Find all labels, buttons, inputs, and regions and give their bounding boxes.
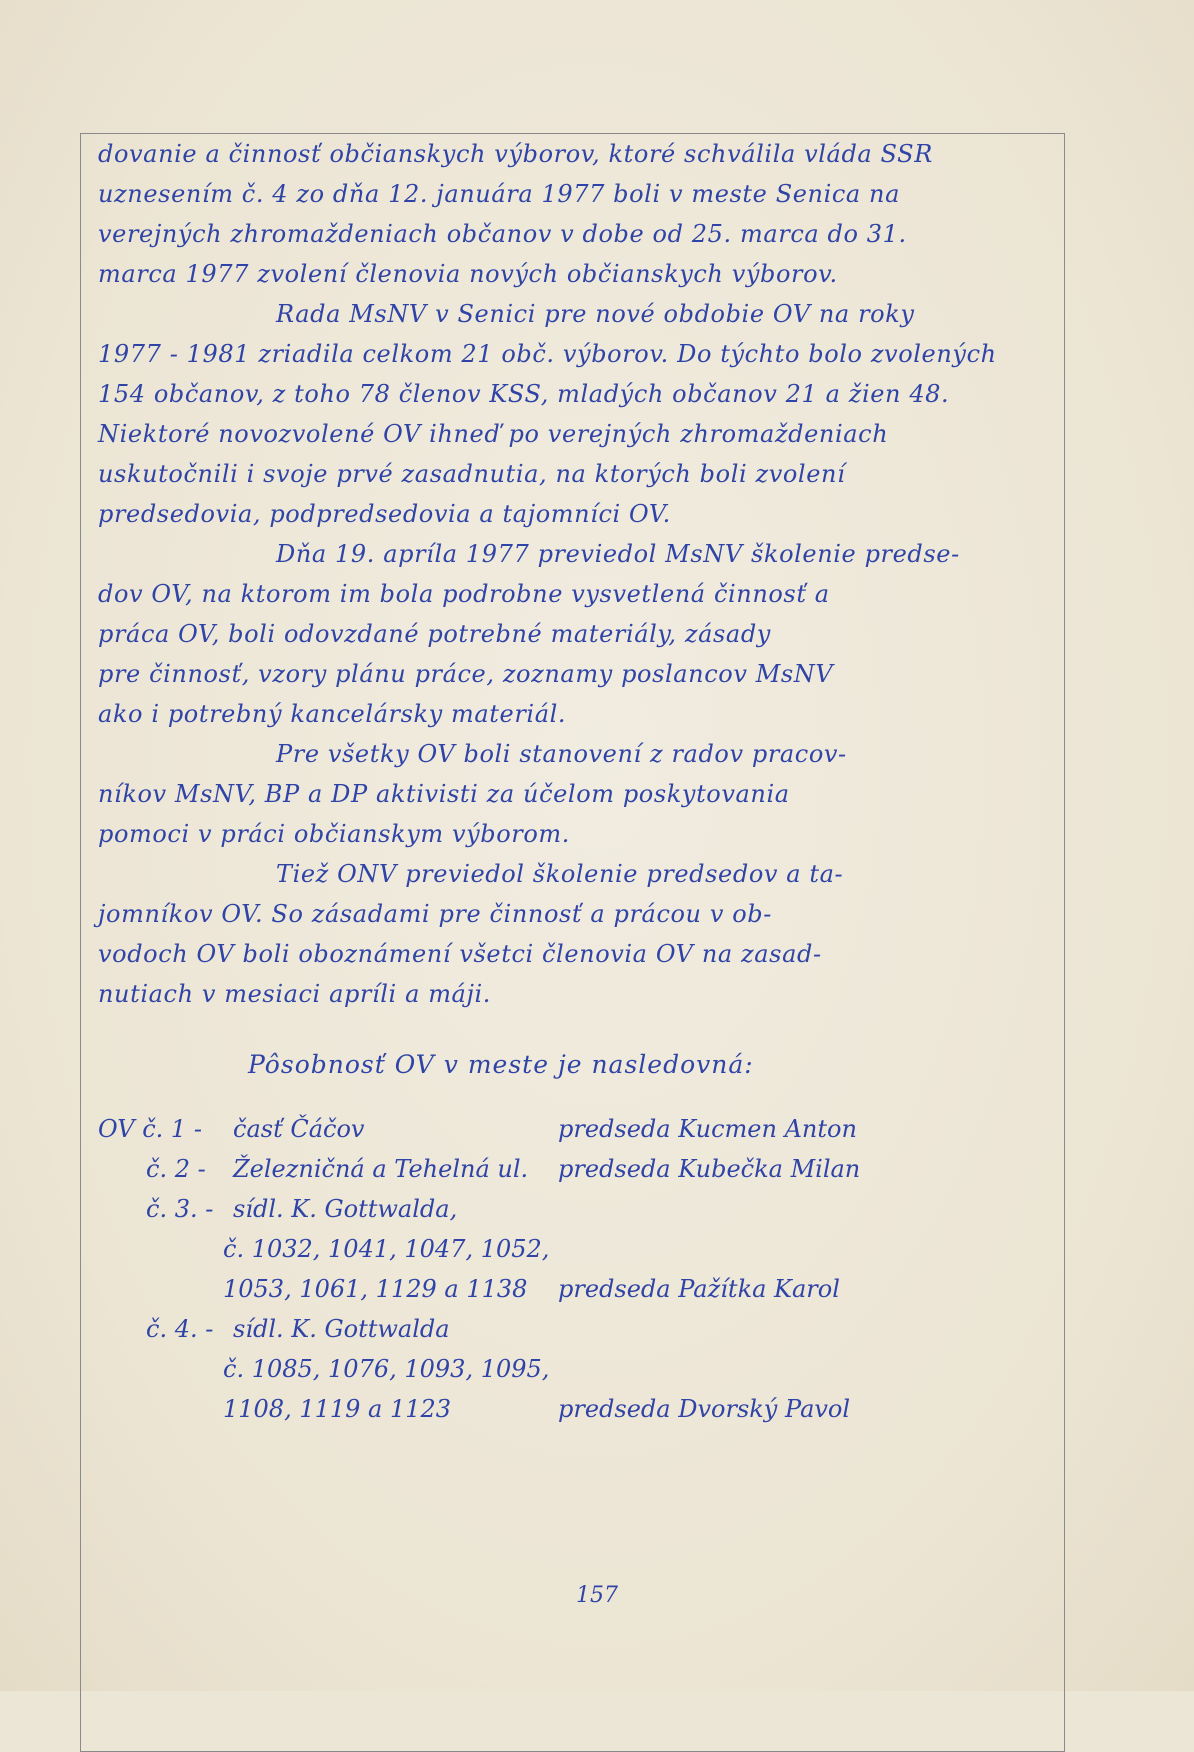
text-line: predsedovia, podpredsedovia a tajomníci OV. [98, 500, 671, 528]
committee-chair: predseda Kubečka Milan [558, 1155, 861, 1183]
committee-area: časť Čáčov [233, 1115, 365, 1143]
committee-area: sídl. K. Gottwalda [233, 1315, 450, 1343]
text-line: uskutočnili i svoje prvé zasadnutia, na ktorých boli zvolení [98, 460, 846, 488]
text-line: verejných zhromaždeniach občanov v dobe od 25. marca do 31. [98, 220, 907, 248]
text-line: jomníkov OV. So zásadami pre činnosť a prácou v ob- [98, 900, 772, 928]
committee-chair: predseda Dvorský Pavol [558, 1395, 851, 1423]
text-line: uznesením č. 4 zo dňa 12. januára 1977 boli v meste Senica na [98, 180, 901, 208]
committee-chair: predseda Kucmen Anton [558, 1115, 857, 1143]
committee-area: sídl. K. Gottwalda, [233, 1195, 458, 1223]
committee-area-line2: č. 1032, 1041, 1047, 1052, [223, 1235, 550, 1263]
text-line: vodoch OV boli oboznámení všetci členovia OV na zasad- [98, 940, 822, 968]
committee-chair: predseda Pažítka Karol [558, 1275, 840, 1303]
text-line: marca 1977 zvolení členovia nových občianskych výborov. [98, 260, 838, 288]
text-line: 154 občanov, z toho 78 členov KSS, mladých občanov 21 a žien 48. [98, 380, 950, 408]
committee-label: č. 2 - [146, 1155, 206, 1183]
text-line: práca OV, boli odovzdané potrebné materiály, zásady [98, 620, 771, 648]
committee-area-line3: 1053, 1061, 1129 a 1138 [223, 1275, 528, 1303]
text-line: Tiež ONV previedol školenie predsedov a ta- [276, 860, 844, 888]
section-heading: Pôsobnosť OV v meste je nasledovná: [248, 1050, 754, 1079]
committee-area-line3: 1108, 1119 a 1123 [223, 1395, 452, 1423]
text-line: dov OV, na ktorom im bola podrobne vysvetlená činnosť a [98, 580, 830, 608]
text-line: ako i potrebný kancelársky materiál. [98, 700, 567, 728]
committee-label: č. 4. - [146, 1315, 214, 1343]
committee-area: Železničná a Tehelná ul. [233, 1155, 529, 1183]
text-line: níkov MsNV, BP a DP aktivisti za účelom poskytovania [98, 780, 790, 808]
text-line: 1977 - 1981 zriadila celkom 21 obč. výborov. Do týchto bolo zvolených [98, 340, 997, 368]
text-line: pomoci v práci občianskym výborom. [98, 820, 570, 848]
text-line: pre činnosť, vzory plánu práce, zoznamy poslancov MsNV [98, 660, 834, 688]
committee-area-line2: č. 1085, 1076, 1093, 1095, [223, 1355, 550, 1383]
text-line: dovanie a činnosť občianskych výborov, ktoré schválila vláda SSR [98, 140, 933, 168]
text-line: Dňa 19. apríla 1977 previedol MsNV školenie predse- [276, 540, 960, 568]
text-line: Rada MsNV v Senici pre nové obdobie OV na roky [276, 300, 915, 328]
text-line: Pre všetky OV boli stanovení z radov pracov- [276, 740, 847, 768]
page-number: 157 [576, 1583, 618, 1608]
committee-label: č. 3. - [146, 1195, 214, 1223]
text-line: nutiach v mesiaci apríli a máji. [98, 980, 492, 1008]
committee-label: OV č. 1 - [98, 1115, 202, 1143]
text-line: Niektoré novozvolené OV ihneď po verejných zhromaždeniach [98, 420, 889, 448]
